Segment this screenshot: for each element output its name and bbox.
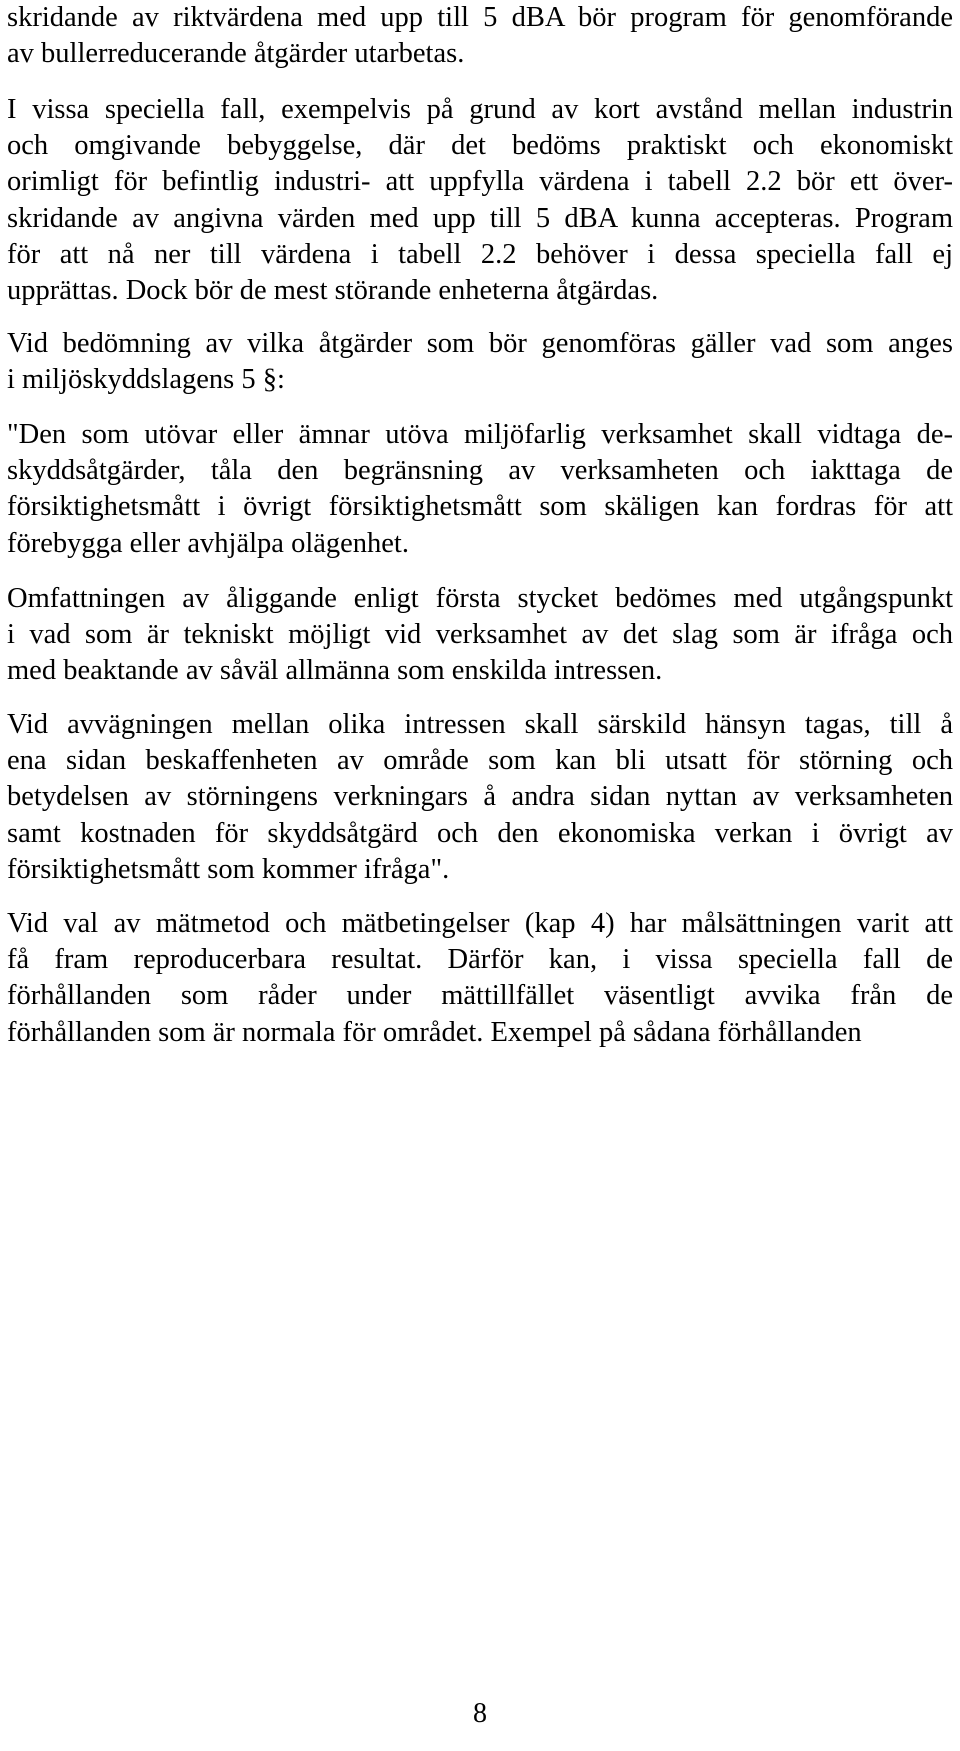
paragraph-special-cases (7, 92, 953, 309)
text-line: försiktighetsmått i övrigt försiktighetsmått som skäligen kan fordras för att (7, 491, 953, 523)
page-number: 8 (473, 1698, 487, 1729)
text-line: Vid avvägningen mellan olika intressen skall särskild hänsyn tagas, till å (7, 709, 953, 740)
paragraph-law-quote (7, 417, 953, 562)
text-line: samt kostnaden för skyddsåtgärd och den ekonomiska verkan i övrigt av (7, 817, 953, 849)
text-line: skyddsåtgärder, tåla den begränsning av verksamheten och iakttaga de (7, 455, 953, 487)
text-line: förhållanden som råder under mättillfället väsentligt avvika från de (7, 980, 953, 1012)
paragraph-balancing (7, 707, 953, 888)
paragraph-continuation (7, 0, 953, 72)
text-line: i miljöskyddslagens 5 §: (7, 364, 285, 396)
text-line: förhållanden som är normala för området. Exempel på sådana förhållanden (7, 1016, 862, 1048)
text-line: orimligt för befintlig industri- att uppfylla värdena i tabell 2.2 bör ett över- (7, 166, 953, 198)
text-line: I vissa speciella fall, exempelvis på grund av kort avstånd mellan industrin (7, 94, 953, 125)
text-line: "Den som utövar eller ämnar utöva miljöfarlig verksamhet skall vidtaga de- (7, 419, 953, 450)
text-line: betydelsen av störningens verkningars å andra sidan nyttan av verksamheten (7, 781, 953, 813)
text-line: skridande av angivna värden med upp till 5 dBA kunna accepteras. Program (7, 202, 953, 234)
paragraph-measurement (7, 906, 953, 1051)
text-line: förebygga eller avhjälpa olägenhet. (7, 527, 409, 559)
text-line: av bullerreducerande åtgärder utarbetas. (7, 38, 465, 70)
text-line: Vid bedömning av vilka åtgärder som bör genomföras gäller vad som anges (7, 328, 953, 359)
text-line: upprättas. Dock bör de mest störande enheterna åtgärdas. (7, 274, 659, 306)
text-line: och omgivande bebyggelse, där det bedöms praktiskt och ekonomiskt (7, 130, 953, 162)
text-line: skridande av riktvärdena med upp till 5 dBA bör program för genomförande (7, 2, 953, 33)
text-line: ena sidan beskaffenheten av område som kan bli utsatt för störning och (7, 745, 953, 777)
text-line: i vad som är tekniskt möjligt vid verksamhet av det slag som är ifråga och (7, 619, 953, 651)
text-line: Omfattningen av åliggande enligt första stycket bedömes med utgångspunkt (7, 583, 953, 614)
text-line: få fram reproducerbara resultat. Därför kan, i vissa speciella fall de (7, 944, 953, 976)
text-line: för att nå ner till värdena i tabell 2.2 behöver i dessa speciella fall ej (7, 238, 953, 270)
text-line: försiktighetsmått som kommer ifråga". (7, 853, 450, 885)
paragraph-assessment (7, 326, 953, 398)
text-line: med beaktande av såväl allmänna som enskilda intressen. (7, 655, 663, 687)
paragraph-scope (7, 581, 953, 690)
text-line: Vid val av mätmetod och mätbetingelser (kap 4) har målsättningen varit att (7, 908, 953, 939)
